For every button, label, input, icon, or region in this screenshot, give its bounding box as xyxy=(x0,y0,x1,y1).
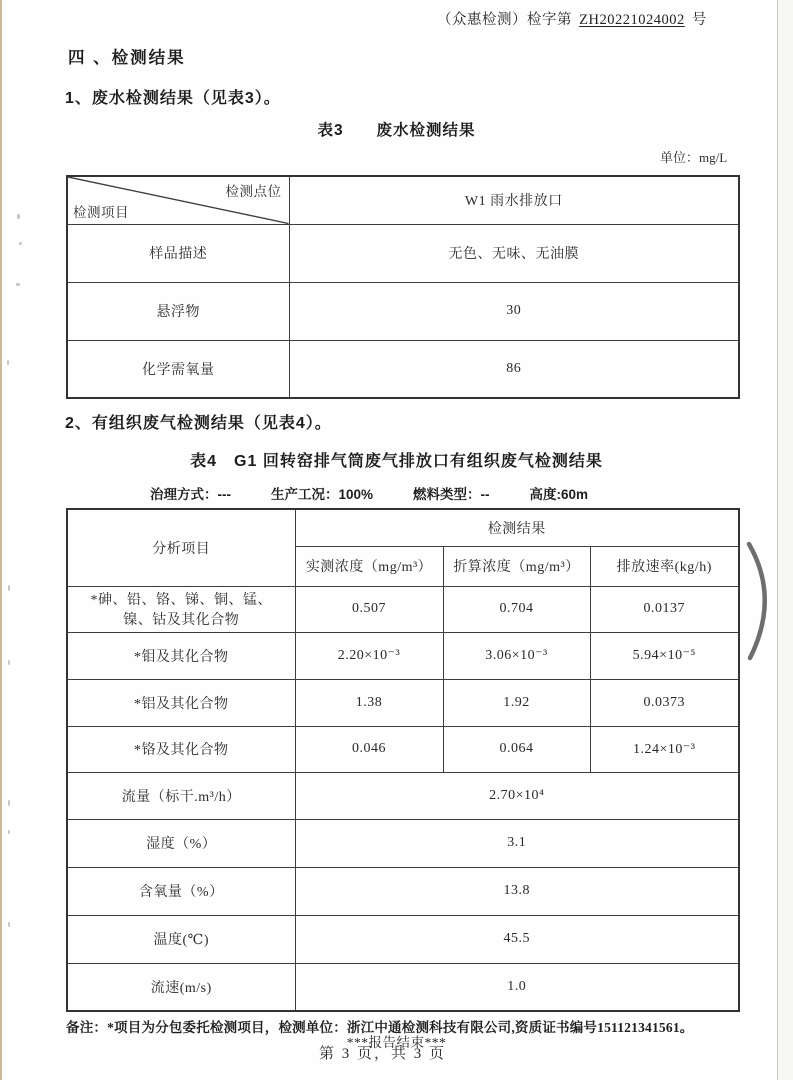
scan-speck xyxy=(17,214,20,219)
rate-value: 5.94×10⁻⁵ xyxy=(590,632,739,679)
scan-speck xyxy=(16,283,20,286)
subsection-1-title: 1、废水检测结果（见表3）。 xyxy=(65,90,281,107)
converted-concentration-header: 折算浓度（mg/m³） xyxy=(443,546,590,586)
table3-corner-top-label: 检测点位 xyxy=(225,184,282,199)
converted-value: 3.06×10⁻³ xyxy=(443,632,590,679)
scan-speck xyxy=(8,922,10,927)
converted-value: 0.704 xyxy=(443,586,590,632)
parameter-label: 流量（标干.m³/h） xyxy=(67,772,295,819)
table3-row-value: 86 xyxy=(289,340,739,398)
document-number xyxy=(437,8,707,29)
waste-gas-results-table xyxy=(66,508,740,1012)
section-title: 四 、检测结果 xyxy=(68,49,186,67)
analyte-label: *钼及其化合物 xyxy=(67,632,295,679)
report-end-marker: ***报告结束*** xyxy=(346,1035,447,1050)
rate-value: 0.0373 xyxy=(590,679,739,726)
subsection-2-title: 2、有组织废气检测结果（见表4）。 xyxy=(65,415,332,432)
table3-row-value: 30 xyxy=(289,282,739,340)
measured-value: 2.20×10⁻³ xyxy=(295,632,443,679)
parameter-value: 13.8 xyxy=(295,867,739,915)
parameter-value: 45.5 xyxy=(295,915,739,963)
production-condition: 生产工况：100% xyxy=(271,487,374,502)
parameter-label: 温度(℃) xyxy=(67,915,295,963)
unit-note: 单位：mg/L xyxy=(660,150,728,165)
scan-speck xyxy=(19,242,22,245)
fuel-type: 燃料类型：-- xyxy=(413,487,490,502)
page-number: 第 3 页，共 3 页 xyxy=(318,1046,446,1062)
analyte-label: *铝及其化合物 xyxy=(67,679,295,726)
scan-speck xyxy=(8,830,10,834)
analysis-item-header: 分析项目 xyxy=(67,509,295,586)
remark-note: 备注：*项目为分包委托检测项目，检测单位：浙江中通检测科技有限公司,资质证书编号151121341561。 xyxy=(66,1020,694,1035)
measured-concentration-header: 实测浓度（mg/m³） xyxy=(295,546,443,586)
table4-title: 表4 G1 回转窑排气筒废气排放口有组织废气检测结果 xyxy=(190,453,603,470)
scan-speck xyxy=(8,660,10,665)
parameter-value: 1.0 xyxy=(295,963,739,1011)
emission-rate-header: 排放速率(kg/h) xyxy=(590,546,739,586)
analyte-label: *砷、铅、铬、锑、铜、锰、镍、钴及其化合物 xyxy=(67,586,295,632)
document-number-code: ZH20221024002 xyxy=(579,12,685,28)
wastewater-results-table xyxy=(66,175,740,399)
measured-value: 0.507 xyxy=(295,586,443,632)
table3-row-label: 悬浮物 xyxy=(67,282,289,340)
rate-value: 1.24×10⁻³ xyxy=(590,726,739,772)
table3-corner-cell xyxy=(67,176,289,224)
table3-corner-bottom-label: 检测项目 xyxy=(73,204,129,220)
scan-speck xyxy=(8,585,10,591)
table3-point-header: W1 雨水排放口 xyxy=(289,176,739,224)
stack-height: 高度:60m xyxy=(529,487,589,502)
measured-value: 0.046 xyxy=(295,726,443,772)
converted-value: 0.064 xyxy=(443,726,590,772)
scan-speck xyxy=(8,800,10,806)
scan-bracket-mark xyxy=(744,538,784,664)
table3-row-label: 样品描述 xyxy=(67,224,289,282)
scan-left-edge-strip xyxy=(0,0,2,1080)
parameter-value: 2.70×10⁴ xyxy=(295,772,739,819)
rate-value: 0.0137 xyxy=(590,586,739,632)
document-number-suffix: 号 xyxy=(691,12,707,28)
parameter-label: 含氧量（%） xyxy=(67,867,295,915)
result-group-header: 检测结果 xyxy=(295,509,739,546)
table3-row-label: 化学需氧量 xyxy=(67,340,289,398)
analyte-label: *铬及其化合物 xyxy=(67,726,295,772)
parameter-label: 流速(m/s) xyxy=(67,963,295,1011)
measured-value: 1.38 xyxy=(295,679,443,726)
table3-title: 表3 废水检测结果 xyxy=(317,122,476,139)
table4-info-line xyxy=(150,483,750,503)
scan-speck xyxy=(7,360,9,365)
document-number-prefix: （众惠检测）检字第 xyxy=(437,12,572,28)
table3-row-value: 无色、无味、无油膜 xyxy=(289,224,739,282)
parameter-label: 湿度（%） xyxy=(67,819,295,867)
treatment-method: 治理方式：--- xyxy=(150,487,231,502)
parameter-value: 3.1 xyxy=(295,819,739,867)
converted-value: 1.92 xyxy=(443,679,590,726)
